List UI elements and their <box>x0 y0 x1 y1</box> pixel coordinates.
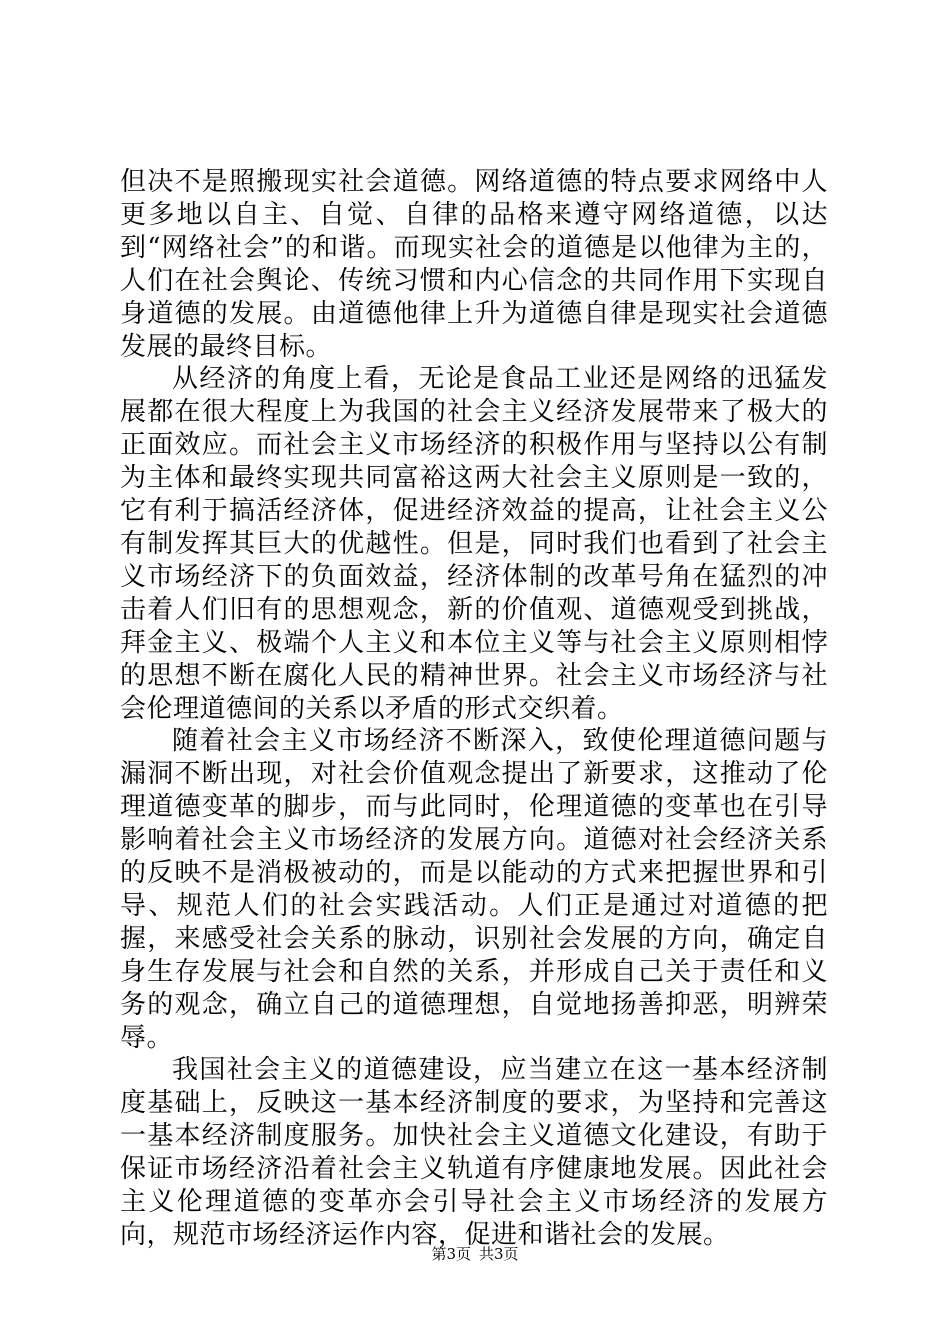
page-footer <box>0 1244 950 1264</box>
paragraph: 随着社会主义市场经济不断深入，致使伦理道德问题与漏洞不断出现，对社会价值观念提出了新要求，这推动了伦理道德变革的脚步，而与此同时，伦理道德的变革也在引导影响着社会主义市场经济的发展方向。道德对社会经济关系的反映不是消极被动的，而是以能动的方式来把握世界和引导、规范人们的社会实践活动。人们正是通过对道德的把握，来感受社会关系的脉动，识别社会发展的方向，确定自身生存发展与社会和自然的关系，并形成自己关于责任和义务的观念，确立自己的道德理想，自觉地扬善抑恶，明辨荣辱。 <box>120 726 828 1053</box>
paragraph: 我国社会主义的道德建设，应当建立在这一基本经济制度基础上，反映这一基本经济制度的要求，为坚持和完善这一基本经济制度服务。加快社会主义道德文化建设，有助于保证市场经济沿着社会主义轨道有序健康地发展。因此社会主义伦理道德的变革亦会引导社会主义市场经济的发展方向，规范市场经济运作内容，促进和谐社会的发展。 <box>120 1055 828 1250</box>
paragraph: 但决不是照搬现实社会道德。网络道德的特点要求网络中人更多地以自主、自觉、自律的品格来遵守网络道德，以达到“网络社会”的和谐。而现实社会的道德是以他律为主的，人们在社会舆论、传统习惯和内心信念的共同作用下实现自身道德的发展。由道德他律上升为道德自律是现实社会道德发展的最终目标。 <box>120 167 828 362</box>
paragraph: 从经济的角度上看，无论是食品工业还是网络的迅猛发展都在很大程度上为我国的社会主义经济发展带来了极大的正面效应。而社会主义市场经济的积极作用与坚持以公有制为主体和最终实现共同富裕这两大社会主义原则是一致的，它有利于搞活经济体，促进经济效益的提高，让社会主义公有制发挥其巨大的优越性。但是，同时我们也看到了社会主义市场经济下的负面效益，经济体制的改革号角在猛烈的冲击着人们旧有的思想观念，新的价值观、道德观受到挑战，拜金主义、极端个人主义和本位主义等与社会主义原则相悖的思想不断在腐化人民的精神世界。社会主义市场经济与社会伦理道德间的关系以矛盾的形式交织着。 <box>120 364 828 724</box>
document-body <box>120 166 828 1252</box>
page-total: 共3页 <box>479 1245 519 1263</box>
page-number: 第3页 <box>431 1245 471 1263</box>
